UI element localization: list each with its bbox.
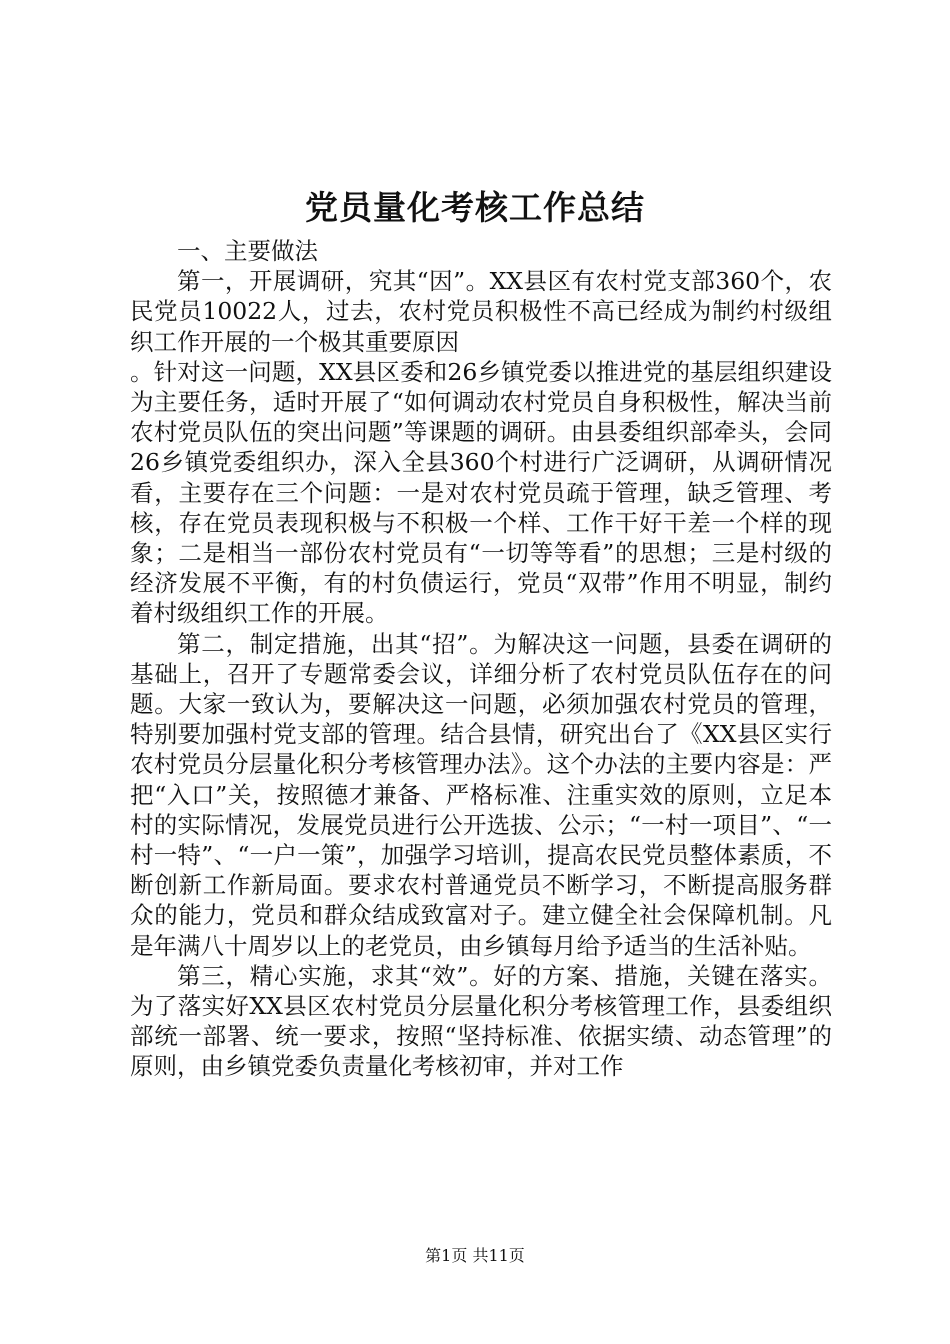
paragraph-2: 第二，制定措施，出其“招”。为解决这一问题，县委在调研的基础上，召开了专题常委会议，详细分析了农村党员队伍存在的问题。大家一致认为，要解决这一问题，必须加强农村党员的管理，特别要加强村党支部的管理。结合县情，研究出台了《XX县区实行农村党员分层量化积分考核管理办法》。这个办法的主要内容是：严把“入口”关，按照德才兼备、严格标准、注重实效的原则，立足本村的实际情况，发展党员进行公开选拔、公示；“一村一项目”、“一村一特”、“一户一策”，加强学习培训，提高农民党员整体素质，不断创新工作新局面。要求农村普通党员不断学习，不断提高服务群众的能力，党员和群众结成致富对子。建立健全社会保障机制。凡是年满八十周岁以上的老党员，由乡镇每月给予适当的生活补贴。 <box>130 629 832 960</box>
paragraph-1: 第一，开展调研，究其“因”。XX县区有农村党支部360个，农民党员10022人，过去，农村党员积极性不高已经成为制约村级组织工作开展的一个极其重要原因 <box>130 267 832 356</box>
page-number-footer: 第1页 共11页 <box>425 1246 525 1265</box>
section-heading: 一、主要做法 <box>177 237 318 265</box>
document-body <box>130 236 832 1082</box>
document-title: 党员量化考核工作总结 <box>305 188 645 227</box>
paragraph-1-continuation: 。针对这一问题，XX县区委和26乡镇党委以推进党的基层组织建设为主要任务，适时开展了“如何调动农村党员自身积极性，解决当前农村党员队伍的突出问题”等课题的调研。由县委组织部牵头，会同26乡镇党委组织办，深入全县360个村进行广泛调研，从调研情况看，主要存在三个问题：一是对农村党员疏于管理，缺乏管理、考核，存在党员表现积极与不积极一个样、工作干好干差一个样的现象；二是相当一部份农村党员有“一切等等看”的思想；三是村级的经济发展不平衡，有的村负债运行，党员“双带”作用不明显，制约着村级组织工作的开展。 <box>130 357 832 628</box>
paragraph-3: 第三，精心实施，求其“效”。好的方案、措施，关键在落实。为了落实好XX县区农村党员分层量化积分考核管理工作，县委组织部统一部署、统一要求，按照“坚持标准、依据实绩、动态管理”的原则，由乡镇党委负责量化考核初审，并对工作 <box>130 961 832 1081</box>
